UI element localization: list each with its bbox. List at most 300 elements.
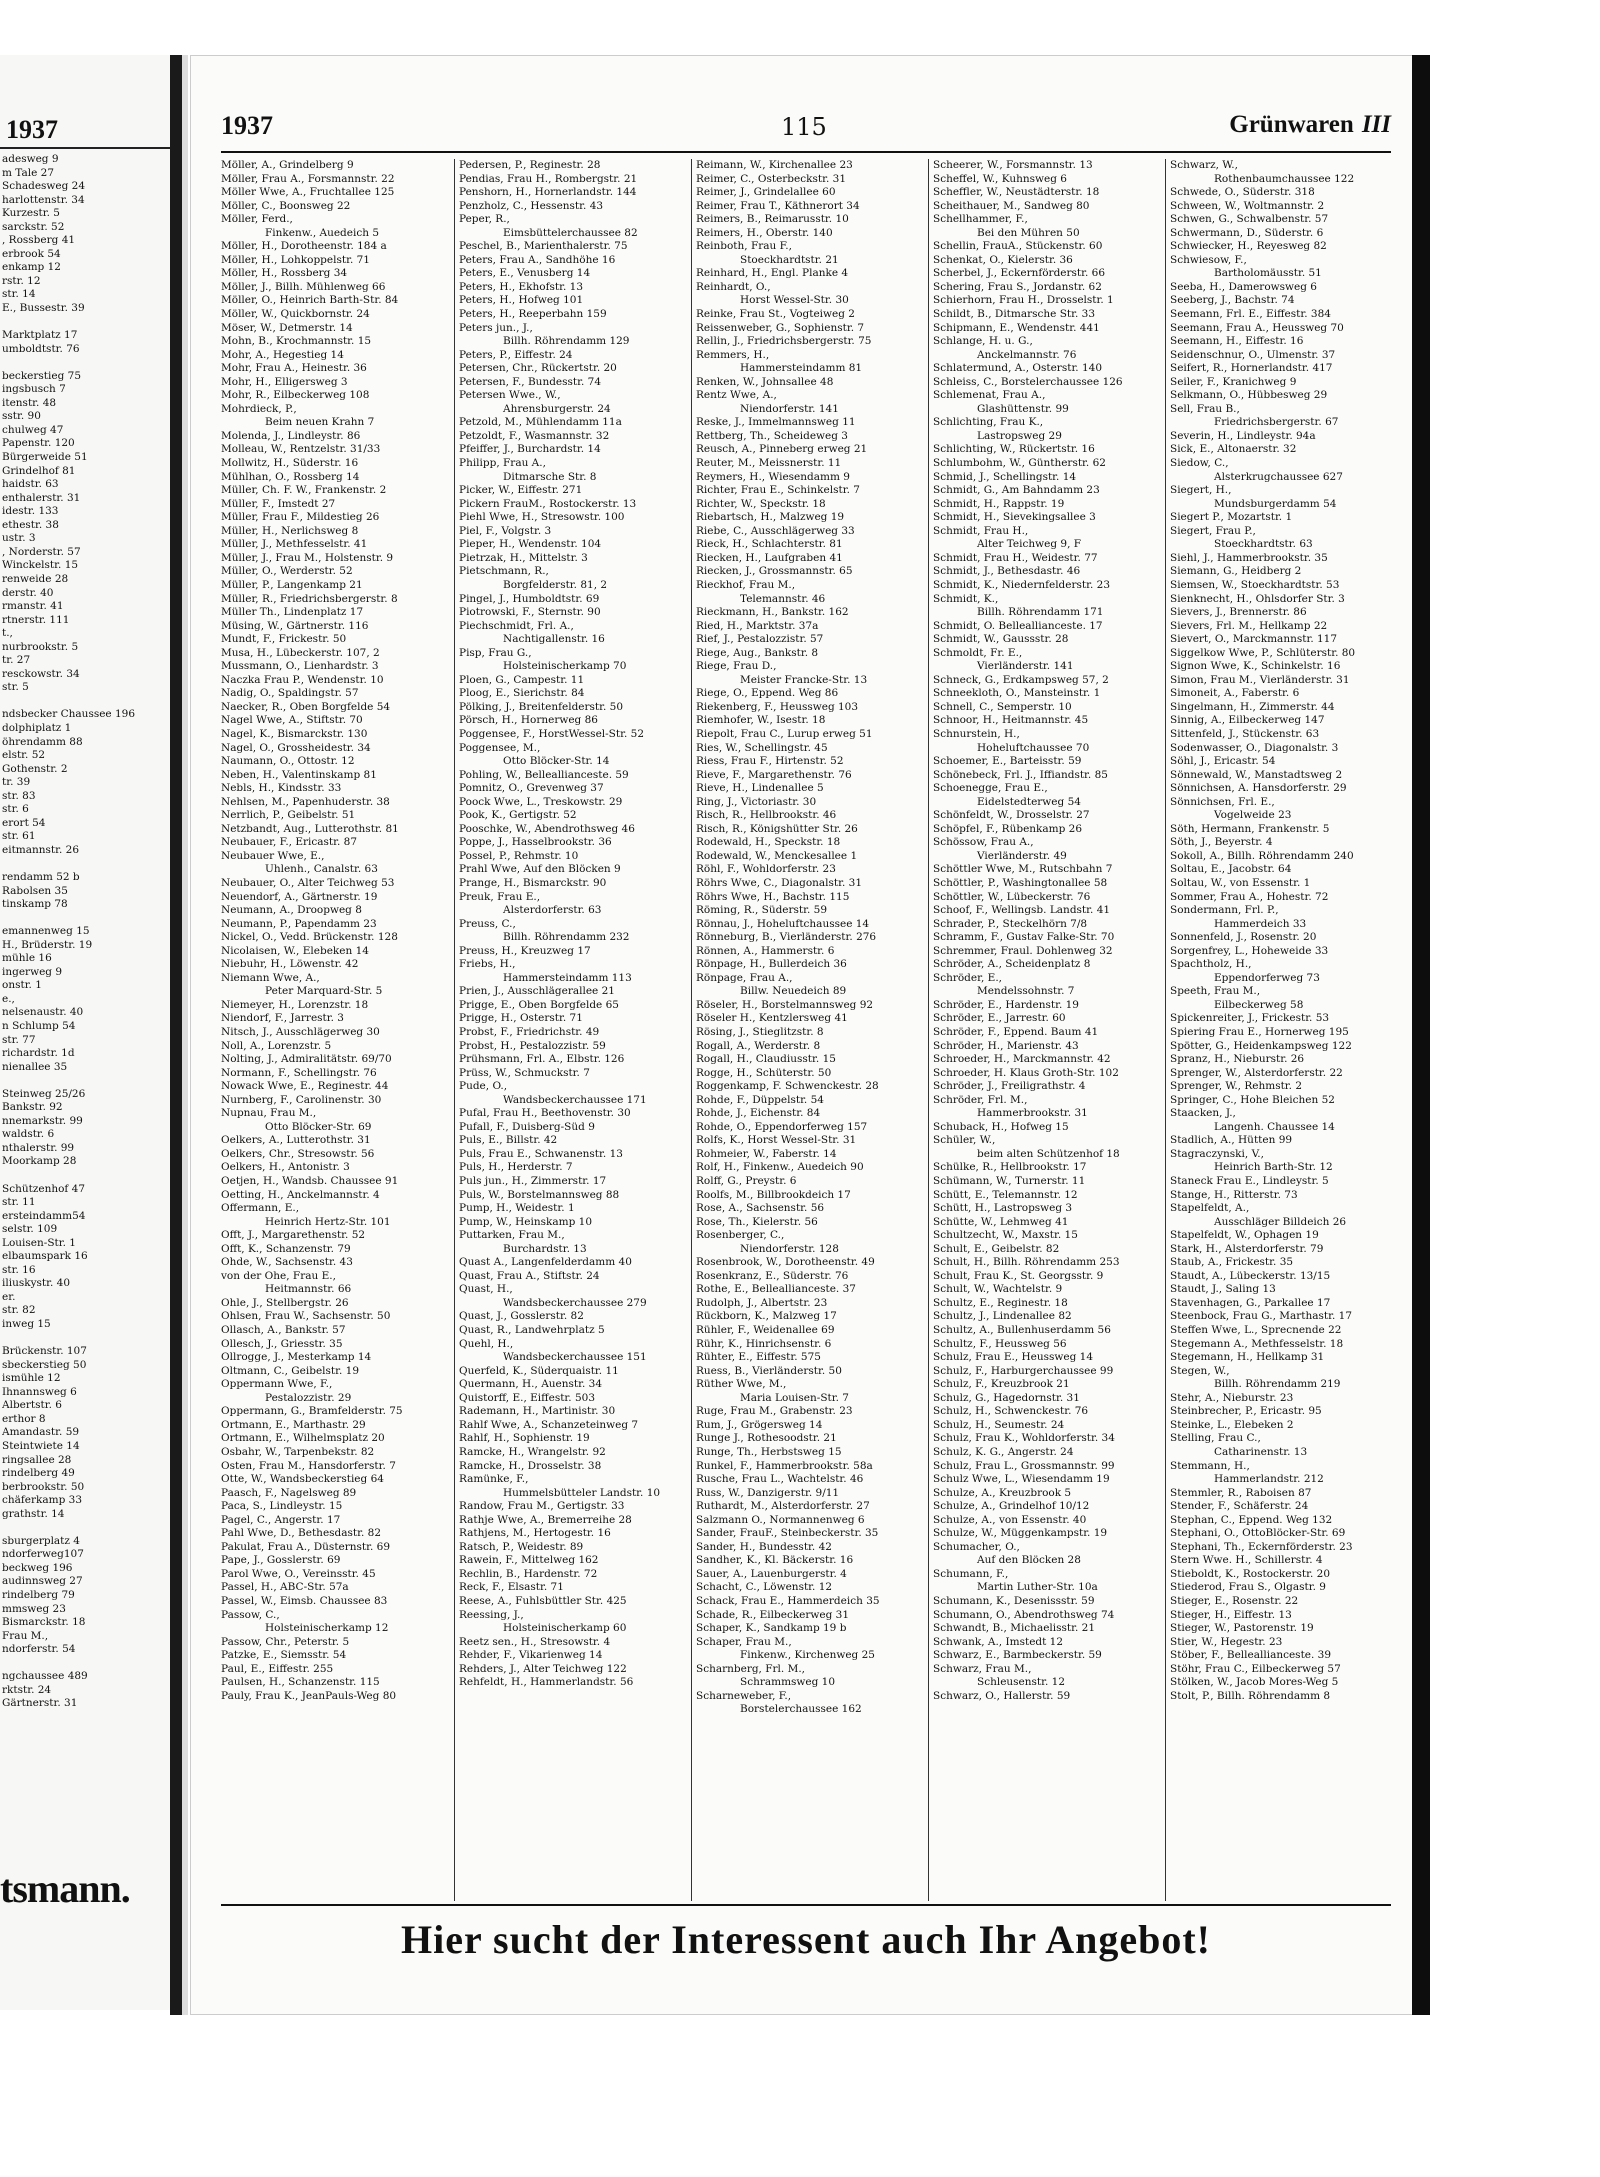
left-page-line: str. 77 — [2, 1033, 36, 1046]
directory-entry: Schnell, C., Semperstr. 10 — [933, 700, 1072, 713]
directory-entry: Müller Th., Lindenplatz 17 — [221, 606, 364, 619]
directory-entry: Reimers, H., Oberstr. 140 — [696, 226, 833, 239]
left-page-line: sarckstr. 52 — [2, 220, 65, 233]
left-page-line: beckweg 196 — [2, 1561, 73, 1574]
directory-entry: Staub, A., Frickestr. 35 — [1170, 1256, 1294, 1269]
directory-entry: Ohle, J., Stellbergstr. 26 — [221, 1296, 349, 1309]
directory-entry: Stemmann, H., — [1170, 1459, 1250, 1472]
directory-entry: Prühsmann, Frl. A., Elbstr. 126 — [459, 1053, 625, 1066]
left-page-line: renweide 28 — [2, 572, 69, 585]
left-page-line: inweg 15 — [2, 1318, 51, 1331]
directory-entry: Paasch, F., Nagelsweg 89 — [221, 1486, 357, 1499]
directory-entry: Prüss, W., Schmuckstr. 7 — [459, 1066, 590, 1079]
directory-entry: Müsing, W., Gärtnerstr. 116 — [221, 619, 369, 632]
left-page-line — [2, 912, 170, 926]
directory-entry: Schöttler, W., Lübeckerstr. 76 — [933, 890, 1091, 903]
directory-entry: Seeba, H., Damerowsweg 6 — [1170, 280, 1317, 293]
directory-entry: Schult, Frau K., St. Georgsstr. 9 — [933, 1269, 1104, 1282]
directory-entry: Peter Marquard-Str. 5 — [265, 985, 383, 998]
directory-entry: Schönebeck, Frl. J., Iffiandstr. 85 — [933, 768, 1108, 781]
directory-entry: Nachtigallenstr. 16 — [503, 633, 605, 646]
directory-entry: Riess, Frau F., Hirtenstr. 52 — [696, 755, 844, 768]
directory-entry: Reymers, H., Wiesendamm 9 — [696, 470, 850, 483]
left-page-line: E., Bussestr. 39 — [2, 302, 85, 315]
directory-entry: Peters, E., Venusberg 14 — [459, 267, 591, 280]
directory-entry: Rellin, J., Friedrichsbergerstr. 75 — [696, 335, 872, 348]
directory-entry: Pickern FrauM., Rostockerstr. 13 — [459, 497, 637, 510]
directory-entry: Möller, Ferd., — [221, 213, 293, 226]
directory-entry: Bartholomäusstr. 51 — [1214, 267, 1322, 280]
directory-entry: Vierländerstr. 49 — [977, 849, 1067, 862]
directory-entry: Schultzecht, W., Maxstr. 15 — [933, 1229, 1078, 1242]
left-page-line: tr. 27 — [2, 654, 31, 667]
directory-entry: Rehfeldt, H., Hammerlandstr. 56 — [459, 1676, 634, 1689]
directory-entry: Schnoor, H., Heitmannstr. 45 — [933, 714, 1089, 727]
left-page-line: beckerstieg 75 — [2, 369, 82, 382]
directory-entry: Scharneweber, F., — [696, 1689, 792, 1702]
directory-entry: Severin, H., Lindleystr. 94a — [1170, 429, 1316, 442]
left-page-line: Marktplatz 17 — [2, 329, 78, 342]
directory-entry: Ortmann, E., Marthastr. 29 — [221, 1418, 366, 1431]
left-page-line: Bankstr. 92 — [2, 1101, 63, 1114]
directory-entry: Rosenberger, C., — [696, 1229, 785, 1242]
left-page-rule — [0, 147, 170, 149]
directory-entry: Sinnig, A., Eilbeckerweg 147 — [1170, 714, 1325, 727]
directory-entry: Beim neuen Krahn 7 — [265, 416, 375, 429]
left-page-line: Grindelhof 81 — [2, 464, 76, 477]
directory-entry: Rawein, F., Mittelweg 162 — [459, 1554, 599, 1567]
directory-entry: Schneekloth, O., Mansteinstr. 1 — [933, 687, 1101, 700]
directory-entry: Neubauer Wwe, E., — [221, 849, 325, 862]
column-divider — [1165, 159, 1166, 1901]
directory-entry: Schümann, W., Turnerstr. 11 — [933, 1175, 1086, 1188]
left-page-line: nnemarkstr. 99 — [2, 1114, 83, 1127]
directory-entry: Rönneburg, B., Vierländerstr. 276 — [696, 931, 877, 944]
directory-entry: Preuss, H., Kreuzweg 17 — [459, 944, 591, 957]
directory-entry: Pakulat, Frau A., Düsternstr. 69 — [221, 1540, 391, 1553]
directory-entry: Schröder, E., Hardenstr. 19 — [933, 998, 1079, 1011]
left-page-line: ringsallee 28 — [2, 1453, 72, 1466]
directory-entry: Noll, A., Lorenzstr. 5 — [221, 1039, 332, 1052]
directory-entry: Mohr, H., Elligersweg 3 — [221, 375, 348, 388]
directory-entry: Schulz Wwe, L., Wiesendamm 19 — [933, 1473, 1110, 1486]
directory-entry: Prien, J., Ausschlägerallee 21 — [459, 985, 615, 998]
left-page-line — [2, 695, 170, 709]
directory-entry: Müller, J., Frau M., Holstenstr. 9 — [221, 551, 394, 564]
column-divider — [928, 159, 929, 1901]
left-page-line: richardstr. 1d — [2, 1047, 75, 1060]
left-page-line: sstr. 90 — [2, 410, 41, 423]
directory-entry: Schildt, B., Ditmarsche Str. 33 — [933, 308, 1096, 321]
left-page-line: derstr. 40 — [2, 586, 54, 599]
directory-entry: Schwank, A., Imstedt 12 — [933, 1635, 1064, 1648]
directory-entry: Mussmann, O., Lienhardstr. 3 — [221, 660, 379, 673]
directory-entry: Schulze, A., von Essenstr. 40 — [933, 1513, 1087, 1526]
directory-entry: Schellhammer, F., — [933, 213, 1028, 226]
left-page-line: umboldtstr. 76 — [2, 342, 80, 355]
left-page-line: Papenstr. 120 — [2, 437, 75, 450]
directory-entry: Selkmann, O., Hübbesweg 29 — [1170, 389, 1328, 402]
directory-entry: Schütte, W., Lehmweg 41 — [933, 1215, 1069, 1228]
directory-entry: Nupnau, Frau M., — [221, 1107, 317, 1120]
left-page-year: 1937 — [6, 115, 58, 144]
directory-column — [221, 159, 449, 1909]
directory-entry: Stern Wwe. H., Schillerstr. 4 — [1170, 1554, 1323, 1567]
section-heading — [1229, 111, 1391, 139]
directory-entry: Rehder, F., Vikarienweg 14 — [459, 1649, 603, 1662]
directory-columns — [221, 159, 1393, 1909]
directory-entry: Schwarz, W., — [1170, 159, 1238, 171]
directory-entry: Holsteinischerkamp 12 — [265, 1622, 389, 1635]
directory-entry: Schwermann, D., Süderstr. 6 — [1170, 226, 1324, 239]
directory-entry: Passel, W., Eimsb. Chaussee 83 — [221, 1594, 388, 1607]
directory-entry: Schoenegge, Frau E., — [933, 782, 1048, 795]
left-page-fragment — [0, 55, 170, 2010]
left-page-line: Gärtnerstr. 31 — [2, 1697, 78, 1710]
directory-entry: Glashüttenstr. 99 — [977, 402, 1069, 415]
directory-entry: Eppendorferweg 73 — [1214, 971, 1320, 984]
directory-entry: Simoneit, A., Faberstr. 6 — [1170, 687, 1300, 700]
left-page-line: grathstr. 14 — [2, 1507, 65, 1520]
scan-top-margin — [0, 0, 1600, 50]
directory-entry: Rohde, J., Eichenstr. 84 — [696, 1107, 821, 1120]
directory-entry: Sittenfeld, J., Stückenstr. 63 — [1170, 727, 1320, 740]
directory-entry: Peper, R., — [459, 213, 510, 226]
directory-entry: Rothenbaumchaussee 122 — [1214, 172, 1355, 185]
directory-entry: Schmidt, H., Sievekingsallee 3 — [933, 511, 1096, 524]
directory-entry: Quast, R., Landwehrplatz 5 — [459, 1324, 605, 1337]
directory-entry: Sick, E., Altonaerstr. 32 — [1170, 443, 1297, 456]
directory-entry: Stange, H., Ritterstr. 73 — [1170, 1188, 1298, 1201]
directory-entry: Pagel, C., Angerstr. 17 — [221, 1513, 341, 1526]
directory-entry: Schierhorn, Frau H., Drosselstr. 1 — [933, 294, 1114, 307]
directory-entry: Niebuhr, H., Löwenstr. 42 — [221, 958, 359, 971]
directory-entry: Petersen Wwe., W., — [459, 389, 561, 402]
directory-entry: Schmidt, Frau H., Weidestr. 77 — [933, 551, 1098, 564]
directory-entry: Riecken, H., Laufgraben 41 — [696, 551, 843, 564]
directory-entry: Peters, H., Reeperbahn 159 — [459, 308, 607, 321]
directory-entry: Petersen, F., Bundesstr. 74 — [459, 375, 602, 388]
left-page-line — [2, 1332, 170, 1346]
directory-entry: Seifert, R., Hornerlandstr. 417 — [1170, 362, 1333, 375]
directory-entry: Rönpage, H., Bullerdeich 36 — [696, 958, 847, 971]
directory-entry: Rentz Wwe, A., — [696, 389, 777, 402]
left-page-line: ingerweg 9 — [2, 965, 63, 978]
directory-entry: Osbahr, W., Tarpenbekstr. 82 — [221, 1445, 375, 1458]
directory-entry: Nurnberg, F., Carolinenstr. 30 — [221, 1093, 382, 1106]
directory-entry: Rodewald, W., Menckesallee 1 — [696, 849, 858, 862]
directory-entry: Mendelssohnstr. 7 — [977, 985, 1075, 998]
directory-entry: Sönnewald, W., Manstadtsweg 2 — [1170, 768, 1343, 781]
directory-entry: Wandsbeckerchaussee 171 — [503, 1093, 647, 1106]
directory-entry: Hoheluftchaussee 70 — [977, 741, 1090, 754]
directory-entry: Müller, Frau F., Mildestieg 26 — [221, 511, 380, 524]
directory-entry: Stölken, W., Jacob Mores-Weg 5 — [1170, 1676, 1339, 1689]
directory-entry: Sandher, K., Kl. Bäckerstr. 16 — [696, 1554, 854, 1567]
directory-entry: Schröder, E., Jarrestr. 60 — [933, 1012, 1066, 1025]
directory-entry: Schumann, F., — [933, 1567, 1009, 1580]
directory-entry: Schrammsweg 10 — [740, 1676, 836, 1689]
directory-entry: Müller, R., Friedrichsbergerstr. 8 — [221, 592, 398, 605]
directory-entry: Prahl Wwe, Auf den Blöcken 9 — [459, 863, 621, 876]
directory-entry: Möller, W., Quickbornstr. 24 — [221, 308, 370, 321]
directory-entry: Auf den Blöcken 28 — [977, 1554, 1081, 1567]
left-page-line: Bismarckstr. 18 — [2, 1616, 86, 1629]
directory-entry: Möller, A., Grindelberg 9 — [221, 159, 354, 171]
directory-entry: Schlichting, W., Rückertstr. 16 — [933, 443, 1095, 456]
directory-entry: Hummelsbütteler Landstr. 10 — [503, 1486, 661, 1499]
left-page-line: tinskamp 78 — [2, 898, 68, 911]
directory-entry: Meister Francke-Str. 13 — [740, 673, 868, 686]
directory-entry: Parol Wwe, O., Vereinsstr. 45 — [221, 1567, 376, 1580]
directory-entry: Roolfs, M., Billbrookdeich 17 — [696, 1188, 851, 1201]
left-page-line: Albertstr. 6 — [2, 1399, 62, 1412]
directory-entry: Uhlenh., Canalstr. 63 — [265, 863, 378, 876]
directory-entry: Sönnichsen, A. Hansdorferstr. 29 — [1170, 782, 1347, 795]
left-page-line: e., — [2, 992, 15, 1005]
directory-entry: Rogge, H., Schüterstr. 50 — [696, 1066, 832, 1079]
directory-entry: Ausschläger Billdeich 26 — [1214, 1215, 1347, 1228]
directory-entry: Mundt, F., Frickestr. 50 — [221, 633, 347, 646]
directory-entry: Burchardstr. 13 — [503, 1242, 587, 1255]
directory-entry: Quast, Frau A., Stiftstr. 24 — [459, 1269, 600, 1282]
directory-entry: Pietschmann, R., — [459, 565, 549, 578]
directory-entry: Paul, E., Eiffestr. 255 — [221, 1662, 334, 1675]
directory-entry: Ollesch, J., Griesstr. 35 — [221, 1337, 343, 1350]
left-page-line: str. 16 — [2, 1263, 36, 1276]
directory-entry: Rum, J., Grögersweg 14 — [696, 1418, 823, 1431]
directory-entry: Horst Wessel-Str. 30 — [740, 294, 849, 307]
directory-entry: Paca, S., Lindleystr. 15 — [221, 1500, 343, 1513]
directory-entry: Möser, W., Detmerstr. 14 — [221, 321, 353, 334]
directory-entry: Schrader, P., Steckelhörn 7/8 — [933, 917, 1088, 930]
directory-entry: Stelling, Frau C., — [1170, 1432, 1261, 1445]
directory-entry: Siegert, H., — [1170, 484, 1232, 497]
directory-entry: Probst, F., Friedrichstr. 49 — [459, 1026, 600, 1038]
directory-entry: Naecker, R., Oben Borgfelde 54 — [221, 700, 391, 713]
directory-entry: Siegert P., Mozartstr. 1 — [1170, 511, 1293, 524]
directory-entry: Petzoldt, F., Wasmannstr. 32 — [459, 429, 610, 442]
directory-entry: Schlumbohm, W., Güntherstr. 62 — [933, 457, 1106, 470]
directory-entry: Stavenhagen, G., Parkallee 17 — [1170, 1296, 1331, 1309]
directory-entry: Schleusenstr. 12 — [977, 1676, 1066, 1689]
directory-entry: Reinhardt, O., — [696, 280, 771, 293]
directory-entry: Müller, O., Werderstr. 52 — [221, 565, 353, 578]
directory-entry: Stehr, A., Nieburstr. 23 — [1170, 1391, 1294, 1404]
directory-entry: Stier, W., Hegestr. 23 — [1170, 1635, 1283, 1648]
left-page-line: rindelberg 79 — [2, 1588, 75, 1601]
directory-entry: Schramm, F., Gustav Falke-Str. 70 — [933, 931, 1115, 944]
directory-entry: Schulz, F., Harburgerchaussee 99 — [933, 1364, 1114, 1377]
directory-entry: Finkenw., Kirchenweg 25 — [740, 1649, 875, 1662]
directory-entry: Möller, C., Boonsweg 22 — [221, 199, 351, 212]
section-number: III — [1361, 111, 1391, 138]
directory-entry: Ploog, E., Sierichstr. 84 — [459, 687, 585, 700]
left-page-line: audinnsweg 27 — [2, 1575, 83, 1588]
directory-entry: Sodenwasser, O., Diagonalstr. 3 — [1170, 741, 1339, 754]
directory-entry: Piel, F., Volgstr. 3 — [459, 524, 552, 537]
directory-entry: Rolfs, K., Horst Wessel-Str. 31 — [696, 1134, 857, 1147]
directory-entry: Schröder, H., Marienstr. 43 — [933, 1039, 1079, 1052]
directory-entry: Sievers, J., Brennerstr. 86 — [1170, 606, 1307, 619]
column-divider — [454, 159, 455, 1901]
directory-entry: Neuendorf, A., Gärtnerstr. 19 — [221, 890, 378, 903]
directory-entry: Schmidt, J., Bethesdastr. 46 — [933, 565, 1081, 578]
directory-entry: Niemann Wwe, A., — [221, 971, 320, 984]
directory-entry: Naczka Frau P., Wendenstr. 10 — [221, 673, 384, 686]
left-page-line: elstr. 52 — [2, 749, 46, 762]
directory-entry: Friebs, H., — [459, 958, 516, 971]
left-page-line: erthor 8 — [2, 1412, 46, 1425]
directory-entry: Röseler H., Kentzlersweg 41 — [696, 1012, 848, 1025]
directory-entry: Sprenger, W., Rehmstr. 2 — [1170, 1080, 1303, 1093]
directory-entry: Pude, O., — [459, 1080, 508, 1093]
directory-entry: Nitsch, J., Ausschlägerweg 30 — [221, 1026, 380, 1038]
directory-entry: Schwen, G., Schwalbenstr. 57 — [1170, 213, 1329, 226]
directory-entry: Seemann, H., Eiffestr. 16 — [1170, 335, 1304, 348]
left-page-line: resckowstr. 34 — [2, 667, 80, 680]
directory-entry: Schwiecker, H., Reyesweg 82 — [1170, 240, 1327, 253]
left-page-line: ismühle 12 — [2, 1372, 61, 1385]
directory-entry: Scheerer, W., Forsmannstr. 13 — [933, 159, 1093, 171]
directory-entry: Rühter, E., Eiffestr. 575 — [696, 1351, 821, 1364]
directory-entry: Puttarken, Frau M., — [459, 1229, 565, 1242]
left-page-line: er. — [2, 1290, 16, 1303]
directory-entry: Petersen, Chr., Rückertstr. 20 — [459, 362, 617, 375]
directory-entry: Mundsburgerdamm 54 — [1214, 497, 1337, 510]
directory-entry: Schmidt, O. Belleallianceste. 17 — [933, 619, 1103, 632]
directory-entry: Ried, H., Marktstr. 37a — [696, 619, 819, 632]
directory-entry: Mühlhan, O., Rossberg 14 — [221, 470, 360, 483]
directory-entry: Holsteinischerkamp 60 — [503, 1622, 627, 1635]
directory-entry: Otto Blöcker-Str. 69 — [265, 1120, 372, 1133]
left-page-line: sbeckerstieg 50 — [2, 1358, 87, 1371]
directory-entry: Rosenbrook, W., Dorotheenstr. 49 — [696, 1256, 875, 1269]
book-gutter-inner — [182, 55, 188, 2015]
directory-entry: Schulze, A., Grindelhof 10/12 — [933, 1500, 1090, 1513]
directory-entry: Wandsbeckerchaussee 151 — [503, 1351, 647, 1364]
directory-entry: Pölking, J., Breitenfelderstr. 50 — [459, 700, 624, 713]
directory-entry: Holsteinischerkamp 70 — [503, 660, 627, 673]
directory-entry: Pomnitz, O., Grevenweg 37 — [459, 782, 604, 795]
left-page-line: idestr. 133 — [2, 505, 59, 518]
directory-entry: Piehl Wwe, H., Stresowstr. 100 — [459, 511, 625, 524]
directory-entry: Probst, H., Pestalozzistr. 59 — [459, 1039, 606, 1052]
directory-entry: Rogall, H., Claudiusstr. 15 — [696, 1053, 836, 1066]
directory-entry: Schuback, H., Hofweg 15 — [933, 1120, 1069, 1133]
directory-entry: Schade, R., Eilbeckerweg 31 — [696, 1608, 850, 1621]
directory-entry: Springer, C., Hohe Bleichen 52 — [1170, 1093, 1335, 1106]
directory-entry: Neben, H., Valentinskamp 81 — [221, 768, 377, 781]
directory-entry: Billh. Röhrendamm 219 — [1214, 1378, 1341, 1391]
directory-entry: Offt, J., Margarethenstr. 52 — [221, 1229, 366, 1242]
directory-entry: Nickel, O., Vedd. Brückenstr. 128 — [221, 931, 398, 944]
directory-entry: Rose, Th., Kielerstr. 56 — [696, 1215, 818, 1228]
directory-entry: Ortmann, E., Wilhelmsplatz 20 — [221, 1432, 385, 1445]
directory-entry: Stöber, F., Belleallianceste. 39 — [1170, 1649, 1332, 1662]
directory-entry: Nolting, J., Admiralitätstr. 69/70 — [221, 1053, 392, 1066]
directory-entry: Stadlich, A., Hütten 99 — [1170, 1134, 1293, 1147]
directory-entry: Neubauer, O., Alter Teichweg 53 — [221, 876, 395, 889]
directory-entry: Reinke, Frau St., Vogteiweg 2 — [696, 308, 855, 321]
directory-entry: Möller Wwe, A., Fruchtallee 125 — [221, 186, 395, 199]
left-page-line: m Tale 27 — [2, 166, 55, 179]
directory-entry: Pietrzak, H., Mittelstr. 3 — [459, 551, 588, 564]
directory-entry: Riege, Frau D., — [696, 660, 777, 673]
directory-entry: Rieck, H., Schlachterstr. 81 — [696, 538, 843, 551]
left-page-line: Brückenstr. 107 — [2, 1345, 87, 1358]
directory-entry: Mohr, Frau A., Heinestr. 36 — [221, 362, 367, 375]
directory-entry: Martin Luther-Str. 10a — [977, 1581, 1098, 1594]
directory-entry: Schacht, C., Löwenstr. 12 — [696, 1581, 833, 1594]
directory-entry: Pisp, Frau G., — [459, 646, 532, 659]
directory-entry: Oelkers, A., Lutterothstr. 31 — [221, 1134, 371, 1147]
directory-entry: Schoof, F., Wellingsb. Landstr. 41 — [933, 904, 1111, 917]
page-header — [221, 111, 1391, 151]
directory-entry: Niendorf, F., Jarrestr. 3 — [221, 1012, 344, 1025]
directory-entry: Otte, W., Wandsbeckerstieg 64 — [221, 1473, 384, 1486]
directory-entry: Molleau, W., Rentzelstr. 31/33 — [221, 443, 381, 456]
directory-entry: Netzbandt, Aug., Lutterothstr. 81 — [221, 822, 399, 835]
directory-entry: Soltau, W., von Essenstr. 1 — [1170, 876, 1311, 889]
directory-entry: Schönfeldt, W., Drosselstr. 27 — [933, 809, 1090, 822]
directory-entry: Schween, W., Woltmannstr. 2 — [1170, 199, 1325, 212]
directory-entry: Signon Wwe, K., Schinkelstr. 16 — [1170, 660, 1341, 673]
directory-entry: Billw. Neuedeich 89 — [740, 985, 847, 998]
directory-entry: Riege, Aug., Bankstr. 8 — [696, 646, 819, 659]
directory-entry: Rieckmann, H., Bankstr. 162 — [696, 606, 849, 619]
left-page-line: erbrook 54 — [2, 247, 61, 260]
left-page-line: ndorferweg107 — [2, 1548, 84, 1561]
directory-entry: Nicolaisen, W., Elebeken 14 — [221, 944, 369, 957]
left-page-line: dolphiplatz 1 — [2, 721, 72, 734]
directory-entry: Rieckhof, Frau M., — [696, 578, 796, 591]
directory-entry: Siemann, G., Heidberg 2 — [1170, 565, 1302, 578]
directory-entry: Rudolph, J., Albertstr. 23 — [696, 1296, 828, 1309]
directory-entry: Scheffel, W., Kuhnsweg 6 — [933, 172, 1067, 185]
directory-entry: Pufall, F., Duisberg-Süd 9 — [459, 1120, 595, 1133]
directory-entry: Schöttler Wwe, M., Rutschbahn 7 — [933, 863, 1113, 876]
directory-entry: Niendorferstr. 128 — [740, 1242, 839, 1255]
directory-entry: Sell, Frau B., — [1170, 402, 1240, 415]
directory-entry: Niendorferstr. 141 — [740, 402, 839, 415]
directory-entry: Sondermann, Frl. P., — [1170, 904, 1279, 917]
directory-entry: Philipp, Frau A., — [459, 457, 546, 470]
directory-entry: Möller, O., Heinrich Barth-Str. 84 — [221, 294, 399, 307]
left-page-line: Gothenstr. 2 — [2, 762, 68, 775]
directory-entry: Pohling, W., Belleallianceste. 59 — [459, 768, 629, 781]
directory-entry: Möller, Frau A., Forsmannstr. 22 — [221, 172, 395, 185]
left-page-line: Winckelstr. 15 — [2, 559, 79, 572]
directory-entry: Rolff, G., Preystr. 6 — [696, 1175, 797, 1188]
directory-entry: Prigge, E., Oben Borgfelde 65 — [459, 998, 619, 1011]
directory-entry: Rönnau, J., Hoheluftchaussee 14 — [696, 917, 870, 930]
directory-entry: Stapelfeldt, W., Ophagen 19 — [1170, 1229, 1319, 1242]
directory-entry: Rühr, K., Hinrichsenstr. 6 — [696, 1337, 832, 1350]
directory-entry: Rief, J., Pestalozzistr. 57 — [696, 633, 824, 646]
directory-entry: Eidelstedterweg 54 — [977, 795, 1081, 808]
left-page-line: Rabolsen 35 — [2, 884, 68, 897]
directory-entry: Schult, W., Wachtelstr. 9 — [933, 1283, 1063, 1296]
directory-entry: Schumacher, O., — [933, 1540, 1020, 1553]
directory-entry: Stiederod, Frau S., Olgastr. 9 — [1170, 1581, 1326, 1594]
directory-entry: Ohlsen, Frau W., Sachsenstr. 50 — [221, 1310, 391, 1323]
directory-entry: Rönpage, Frau A., — [696, 971, 793, 984]
left-page-line: rindelberg 49 — [2, 1467, 75, 1480]
directory-entry: Schnurstein, H., — [933, 727, 1020, 740]
left-page-line: sburgerplatz 4 — [2, 1534, 80, 1547]
left-page-line: str. 83 — [2, 789, 36, 802]
